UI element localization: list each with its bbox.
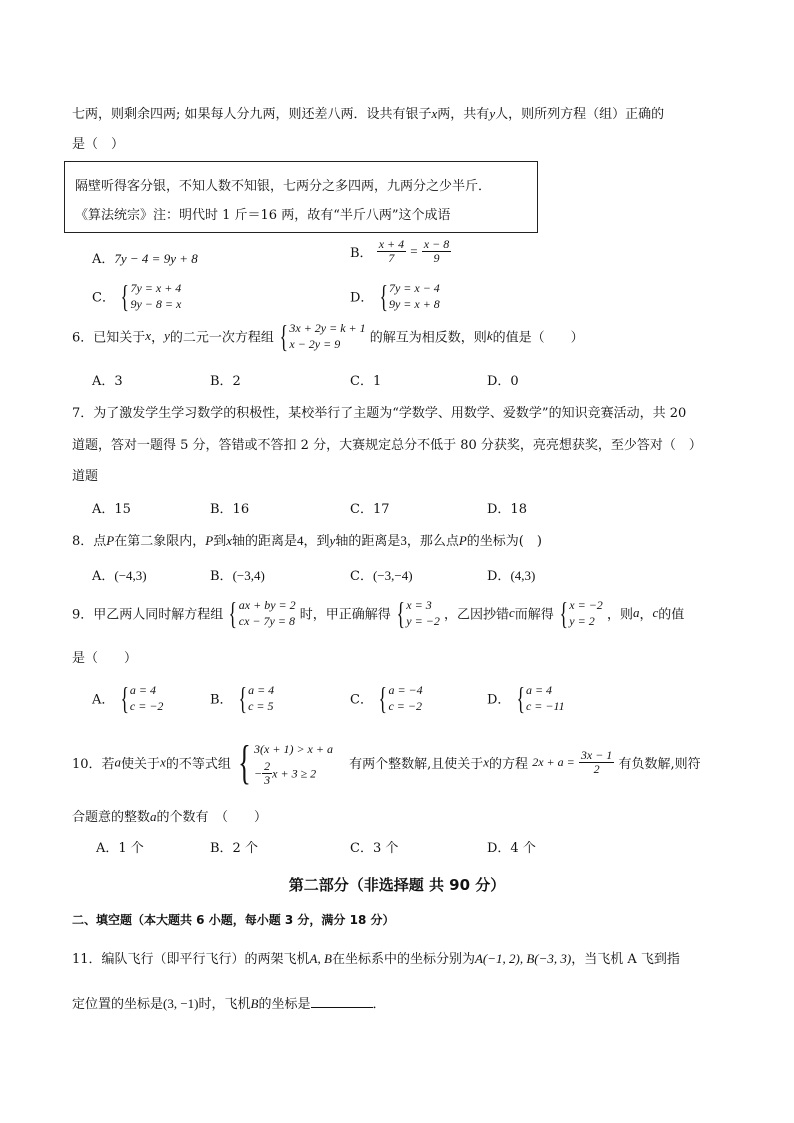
part2-title: 第二部分（非选择题 共 90 分）: [288, 876, 506, 894]
option-label: B．: [350, 246, 373, 261]
q10-text: 有负数解,则符: [618, 757, 701, 772]
q11-stem: [72, 948, 680, 967]
q6-text-4: 的值是（ ）: [492, 330, 584, 346]
q6-text-3: 的解互为相反数，则: [369, 330, 487, 346]
var-x: x: [483, 754, 490, 770]
q8-text: 轴的距离是: [232, 534, 298, 549]
q9-text: 而解得: [514, 607, 554, 623]
var-a: a: [150, 809, 157, 824]
q5-option-d[interactable]: [350, 280, 440, 312]
system-row: y = −2: [406, 614, 440, 628]
system-row: 3(x + 1) > x + a: [254, 742, 333, 756]
q10-text: 合题意的整数: [72, 810, 151, 825]
system-row: a = 4: [525, 683, 553, 697]
comma: ，: [639, 607, 653, 623]
q10-option-a[interactable]: A．1 个: [96, 841, 144, 856]
option-label: D．: [350, 290, 374, 306]
q8-text: 的坐标为( ): [466, 534, 542, 549]
q9-text: 时，甲正确解得: [299, 607, 391, 623]
system-row: 7y = x − 4: [388, 281, 440, 295]
equation-system: [119, 280, 181, 312]
q10-option-c[interactable]: C．3 个: [350, 841, 399, 856]
option-value: (−3,4): [232, 568, 265, 583]
numerator: x + 4: [378, 237, 405, 251]
q8-text: 8．点: [72, 534, 107, 549]
var-p: P: [458, 533, 467, 548]
system-row: 9y = x + 8: [388, 297, 440, 311]
q9-line-2: 是（ ）: [72, 651, 138, 666]
period: ．: [372, 997, 386, 1012]
comma: ，: [151, 330, 165, 346]
option-label: C．: [350, 569, 373, 584]
q8-text: 在第二象限内，: [114, 534, 206, 549]
q8-text: 到: [213, 534, 227, 549]
brace-icon: {: [559, 595, 568, 631]
system-row: c = 5: [248, 699, 274, 713]
q10-stem: [72, 735, 701, 789]
var-p: P: [205, 533, 214, 548]
equation-system: [227, 597, 295, 629]
option-system: [119, 682, 164, 714]
var-y: y: [164, 328, 170, 343]
q7-option-b[interactable]: B．16: [210, 502, 250, 517]
q9-text: ，乙因抄错: [443, 607, 509, 623]
denominator: 2: [593, 762, 600, 776]
q8-option-c[interactable]: [350, 565, 413, 584]
section-title: 二、填空题（本大题共 6 小题，每小题 3 分，满分 18 分）: [72, 913, 395, 927]
option-value: (4,3): [510, 568, 536, 583]
q9-text: 的值: [658, 607, 685, 623]
inequality-system: [235, 735, 333, 789]
var-y: y: [329, 533, 336, 548]
q11-text: 在坐标系中的坐标分别为: [331, 952, 475, 967]
q11-text: 定位置的坐标是: [72, 997, 164, 1012]
q10-text: 的方程: [489, 757, 529, 772]
option-value: (−4,3): [114, 568, 147, 583]
q5-option-a[interactable]: [92, 248, 198, 267]
system-row: x − 2y = 9: [289, 337, 341, 351]
brace-icon: {: [228, 595, 238, 631]
solution-system: [395, 597, 440, 629]
q5-reference-box: [64, 161, 538, 233]
var-a: a: [114, 754, 122, 770]
q10-text: 使关于: [121, 757, 161, 772]
answer-blank[interactable]: [311, 995, 373, 1008]
system-row: c = −2: [388, 699, 422, 713]
q6-text-2: 的二元一次方程组: [169, 330, 274, 346]
var-k: k: [486, 328, 493, 343]
coordinates: (3, −1): [163, 996, 199, 1011]
option-system: [237, 682, 274, 714]
row-tail: x + 3 ≥ 2: [272, 766, 317, 781]
equals-sign: =: [410, 243, 418, 259]
brace-icon: {: [378, 680, 387, 716]
brace-icon: {: [120, 278, 129, 314]
equation-left: 2x + a =: [532, 755, 575, 769]
system-row: 9y − 8 = x: [130, 297, 182, 311]
system-row: 7y = x + 4: [130, 281, 182, 295]
equation-system: [378, 280, 440, 312]
option-system: [377, 682, 423, 714]
system-row: a = 4: [129, 683, 156, 697]
q11-line-2: [72, 993, 386, 1012]
q9-option-d[interactable]: [487, 682, 565, 714]
q5-option-b[interactable]: [350, 238, 451, 265]
brace-icon: {: [279, 318, 288, 354]
var-b: B: [250, 996, 259, 1011]
denominator: 9: [433, 251, 440, 265]
q7-option-a[interactable]: A．15: [92, 502, 131, 517]
var-x: x: [160, 754, 166, 770]
q6-option-d[interactable]: D．0: [487, 374, 519, 389]
q10-text: 有两个整数解,且使关于: [349, 757, 484, 772]
system-row: a = 4: [248, 683, 275, 697]
system-row: ax + by = 2: [238, 598, 296, 612]
system-row: x = 3: [406, 598, 432, 612]
q5-stem-text-2: 两，共有: [437, 107, 490, 122]
denominator: 3: [264, 773, 271, 787]
option-label: A．: [92, 252, 115, 267]
minus-sign: −: [254, 766, 263, 781]
solution-system: [558, 597, 603, 629]
system-row: [254, 760, 333, 787]
q6-option-c[interactable]: C．1: [350, 374, 382, 389]
q10-text: 10．若: [72, 757, 115, 772]
box-line-2: 《算法统宗》注：明代时 1 斤＝16 两，故有“半斤八两”这个成语: [75, 208, 451, 223]
q10-text: 的个数有 （ ）: [156, 810, 268, 825]
var-ab: A, B: [309, 951, 332, 966]
system-row: 3x + 2y = k + 1: [289, 321, 366, 335]
q9-text: 9．甲乙两人同时解方程组: [72, 607, 224, 623]
brace-icon: {: [379, 278, 388, 314]
number: 3: [400, 533, 407, 548]
brace-icon: {: [396, 595, 405, 631]
q6-option-b[interactable]: B．2: [210, 374, 241, 389]
system-row: cx − 7y = 8: [238, 614, 295, 628]
option-a-equation: 7y − 4 = 9y + 8: [114, 251, 198, 266]
var-c: c: [652, 605, 659, 620]
option-label: C．: [350, 692, 373, 708]
q8-text: ，到: [303, 534, 330, 549]
q8-option-b[interactable]: [210, 565, 265, 584]
q11-text: 11．编队飞行（即平行飞行）的两架飞机: [72, 952, 310, 967]
q6-stem: [72, 320, 584, 352]
fraction: [422, 238, 451, 265]
q7-option-d[interactable]: D．18: [487, 502, 527, 517]
q7-option-c[interactable]: C．17: [350, 502, 390, 517]
q7-line-3: 道题: [72, 469, 99, 484]
fraction: [377, 238, 406, 265]
numerator: x − 8: [423, 237, 450, 251]
q10-text: 的不等式组: [165, 757, 231, 772]
option-label: D．: [487, 569, 511, 584]
q8-stem: [72, 530, 542, 549]
q11-text: ，当飞机 A 飞到指: [571, 952, 680, 967]
option-value: (−3,−4): [372, 568, 413, 583]
q9-text: ，则: [606, 607, 633, 623]
denominator: 7: [388, 251, 395, 265]
q7-line-1: 7．为了激发学生学习数学的积极性，某校举行了主题为“学数学、用数学、爱数学”的知识竞赛活动，共 20: [72, 406, 687, 421]
q5-stem-line2: 是（ ）: [72, 137, 125, 152]
equation-system: [278, 320, 366, 352]
q6-option-a[interactable]: A．3: [92, 374, 123, 389]
q5-stem-line1: [72, 103, 664, 122]
brace-icon: {: [516, 680, 525, 716]
system-row: y = 2: [569, 614, 595, 628]
var-p: P: [106, 533, 115, 548]
q6-text: 6．已知关于: [72, 330, 146, 346]
coordinates: A(−1, 2), B(−3, 3): [474, 951, 572, 966]
q11-text: 的坐标是: [258, 997, 311, 1012]
q9-option-a[interactable]: [92, 682, 163, 714]
system-row: a = −4: [388, 683, 423, 697]
option-label: A．: [92, 569, 115, 584]
var-y: y: [489, 106, 496, 121]
var-a: a: [632, 605, 640, 620]
q8-text: 轴的距离是: [335, 534, 401, 549]
option-label: B．: [210, 569, 233, 584]
box-line-1: 隔壁听得客分银，不知人数不知银，七两分之多四两，九两分之少半斤．: [75, 179, 492, 194]
fraction: [579, 749, 614, 776]
q10-option-b[interactable]: B．2 个: [210, 841, 258, 856]
brace-icon: {: [238, 680, 247, 716]
q8-option-d[interactable]: [487, 565, 535, 584]
q7-line-2: 道题，答对一题得 5 分，答错或不答扣 2 分，大赛规定总分不低于 80 分获奖，亮亮想获奖，至少答对（ ）: [72, 438, 702, 453]
number: 4: [297, 533, 304, 548]
q9-stem: [72, 597, 684, 629]
brace-icon: {: [119, 680, 129, 716]
option-label: A．: [92, 692, 115, 708]
var-x: x: [431, 106, 438, 121]
option-label: C．: [92, 290, 115, 306]
var-c: c: [508, 605, 515, 620]
system-row: c = −2: [129, 699, 164, 713]
var-x: x: [226, 533, 232, 548]
q10-line-2: [72, 806, 267, 825]
q11-text: 时，飞机: [198, 997, 251, 1012]
q8-text: ，那么点: [406, 534, 459, 549]
system-row: c = −11: [525, 699, 565, 713]
q10-option-d[interactable]: D．4 个: [487, 841, 536, 856]
q8-option-a[interactable]: [92, 565, 147, 584]
q5-stem-text: 七两，则剩余四两; 如果每人分九两，则还差八两．设共有银子: [72, 107, 432, 122]
var-x: x: [145, 328, 152, 343]
option-label: B．: [210, 692, 233, 708]
system-row: x = −2: [569, 598, 603, 612]
q5-stem-text-3: 人，则所列方程（组）正确的: [495, 107, 665, 122]
numerator: 3x − 1: [580, 748, 613, 762]
q9-option-b[interactable]: [210, 682, 274, 714]
q9-option-c[interactable]: [350, 682, 423, 714]
option-system: [515, 682, 565, 714]
numerator: 2: [264, 759, 271, 773]
brace-icon: {: [238, 735, 251, 789]
option-label: D．: [487, 692, 511, 708]
q5-option-c[interactable]: [92, 280, 181, 312]
fraction: [262, 760, 272, 787]
